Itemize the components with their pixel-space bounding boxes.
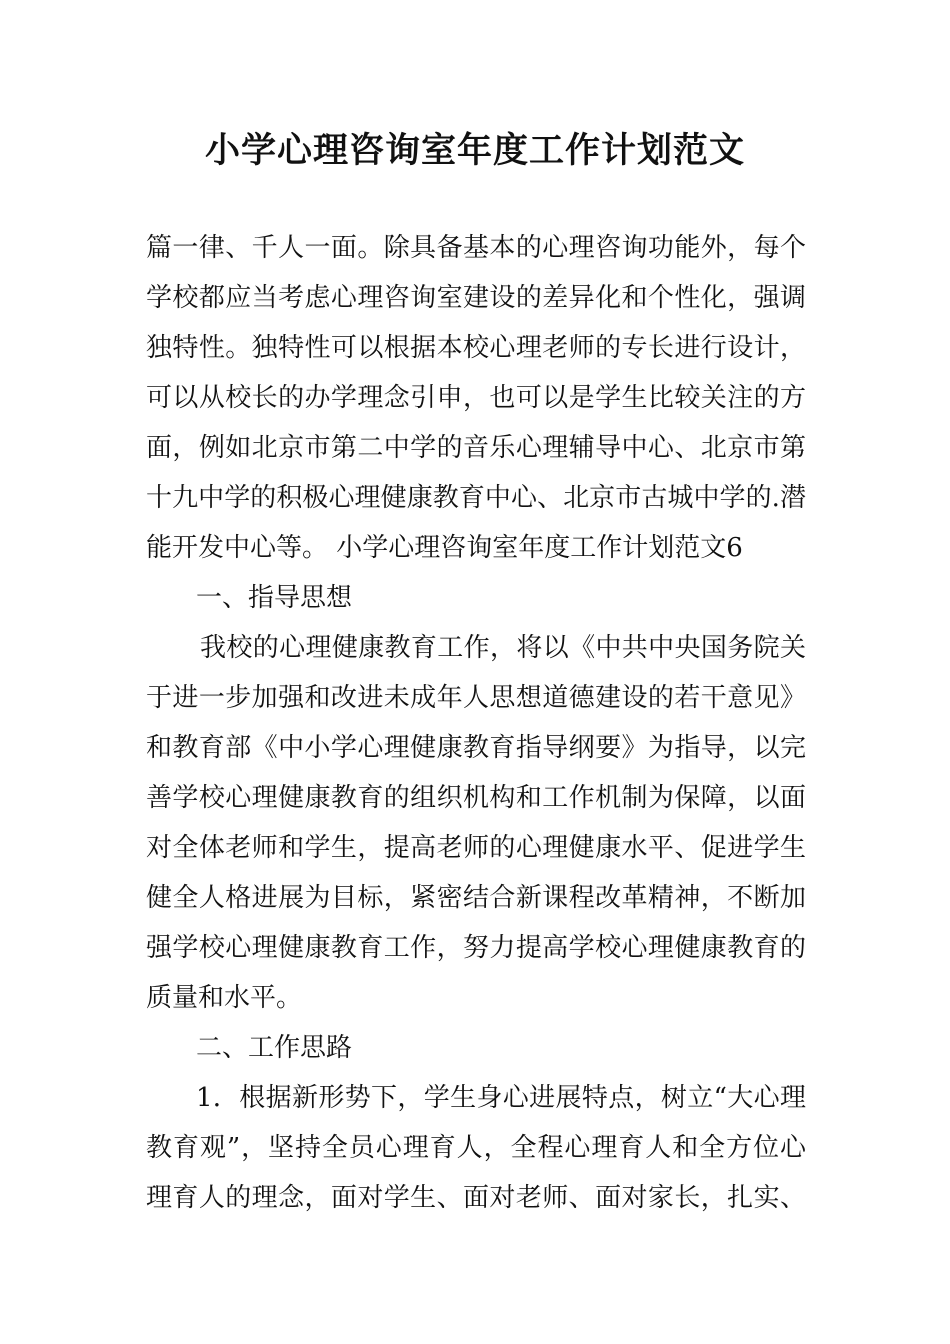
paragraph-line: 于进一步加强和改进未成年人思想道德建设的若干意见》: [146, 683, 806, 713]
paragraph-line: 健全人格进展为目标，紧密结合新课程改革精神，不断加: [146, 883, 806, 913]
paragraph-line: 学校都应当考虑心理咨询室建设的差异化和个性化，强调: [146, 283, 806, 313]
paragraph-line: 我校的心理健康教育工作，将以《中共中央国务院关: [200, 633, 806, 663]
document-title: 小学心理咨询室年度工作计划范文: [204, 130, 745, 171]
paragraph-line: 理育人的理念，面对学生、面对老师、面对家长，扎实、: [146, 1183, 806, 1213]
paragraph-line: 能开发中心等。 小学心理咨询室年度工作计划范文6: [146, 533, 743, 563]
paragraph-line: 善学校心理健康教育的组织机构和工作机制为保障，以面: [146, 783, 806, 813]
paragraph-line: 十九中学的积极心理健康教育中心、北京市古城中学的.潜: [146, 483, 806, 513]
paragraph-line: 篇一律、千人一面。除具备基本的心理咨询功能外，每个: [146, 233, 806, 263]
paragraph-line: 教育观”，坚持全员心理育人，全程心理育人和全方位心: [146, 1133, 806, 1163]
paragraph-line: 面，例如北京市第二中学的音乐心理辅导中心、北京市第: [146, 433, 806, 463]
paragraph-line: 强学校心理健康教育工作，努力提高学校心理健康教育的: [146, 933, 806, 963]
paragraph-line: 可以从校长的办学理念引申，也可以是学生比较关注的方: [146, 383, 806, 413]
section-heading: 一、指导思想: [196, 583, 353, 613]
paragraph-line: 和教育部《中小学心理健康教育指导纲要》为指导，以完: [146, 733, 806, 763]
section-heading: 二、工作思路: [196, 1033, 353, 1063]
paragraph-line: 对全体老师和学生，提高老师的心理健康水平、促进学生: [146, 833, 806, 863]
paragraph-line: 质量和水平。: [146, 983, 303, 1013]
paragraph-line: 独特性。独特性可以根据本校心理老师的专长进行设计，: [146, 333, 806, 363]
paragraph-line: 1．根据新形势下，学生身心进展特点，树立“大心理: [196, 1083, 806, 1113]
